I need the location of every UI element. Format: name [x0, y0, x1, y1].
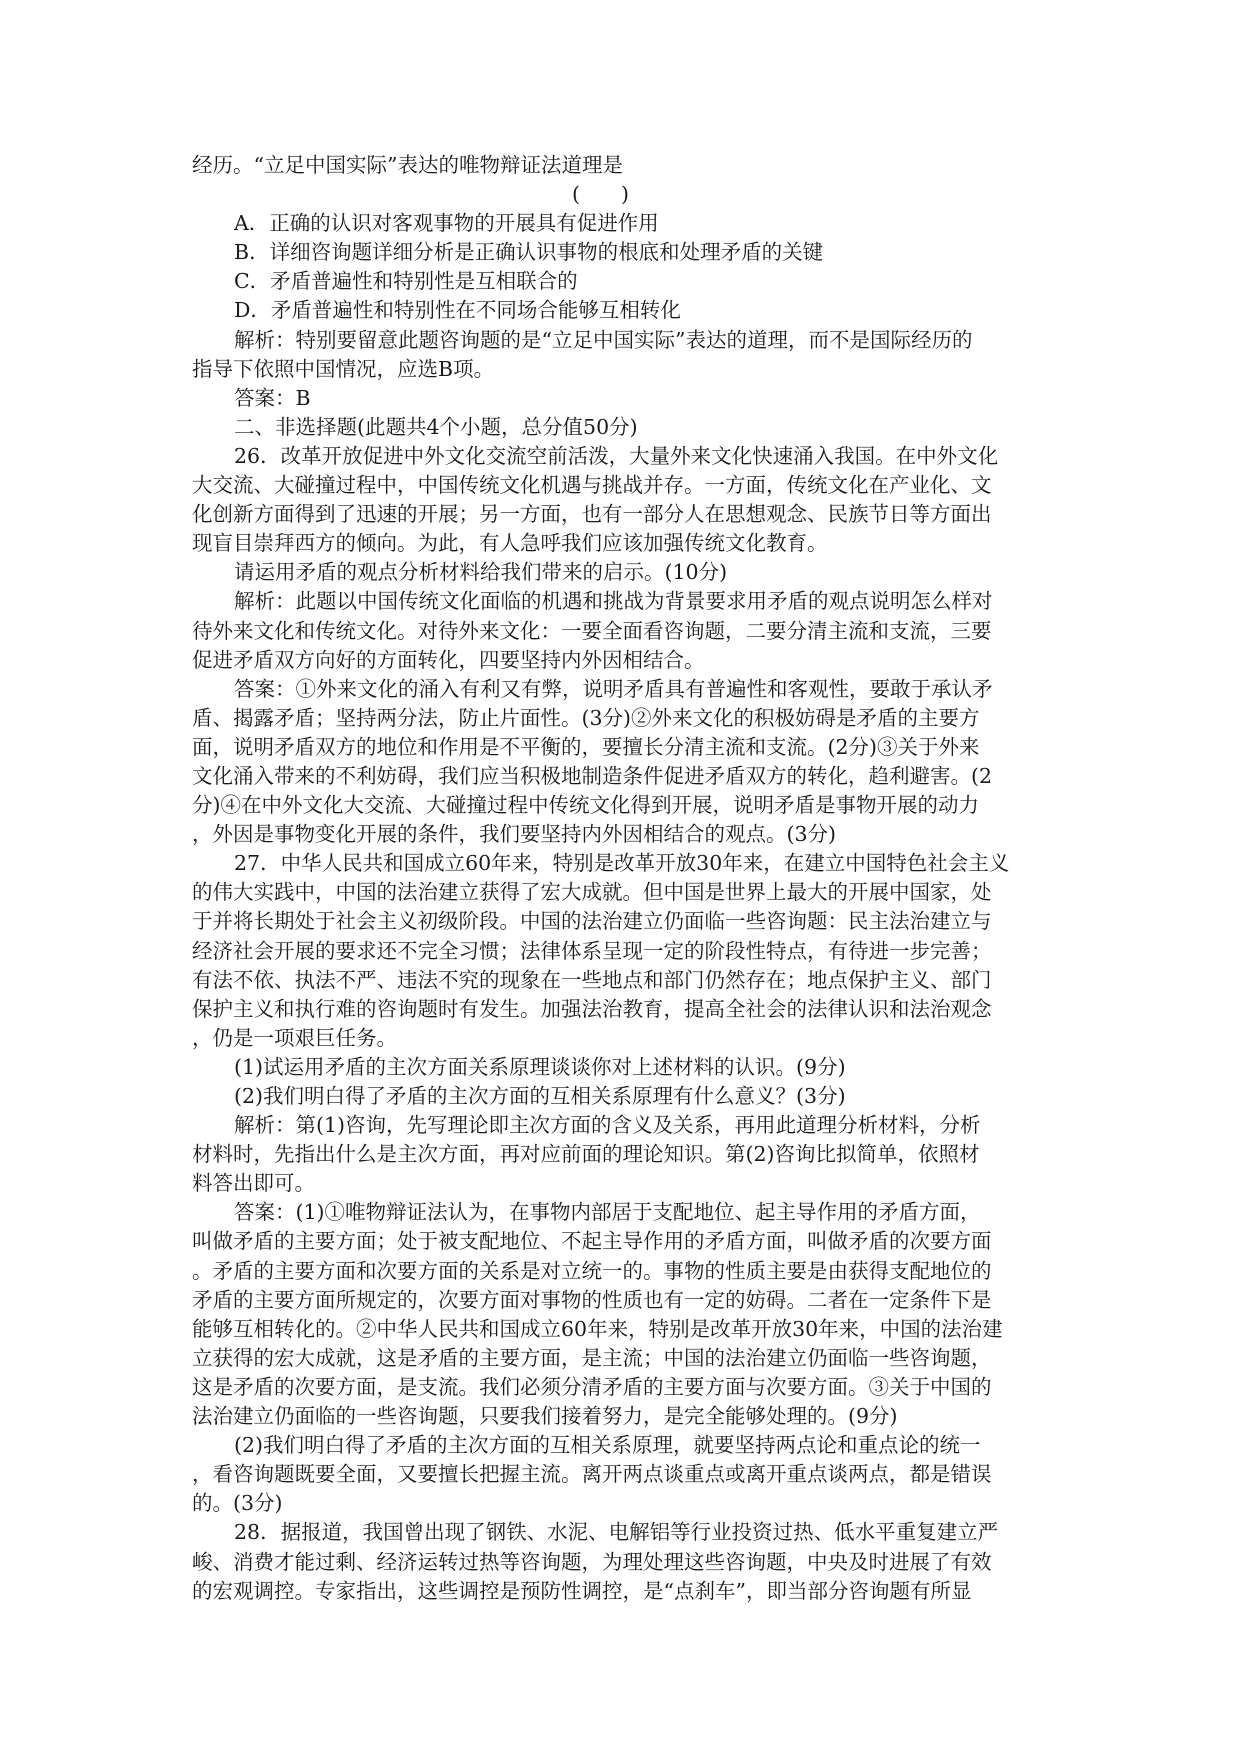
- text-line: 27．中华人民共和国成立60年来，特别是改革开放30年来，在建立中国特色社会主义: [234, 851, 1010, 876]
- text-line: C．矛盾普遍性和特别性是互相联合的: [234, 269, 578, 294]
- text-line: 答案：B: [234, 385, 311, 410]
- text-line: 盾、揭露矛盾；坚持两分法，防止片面性。(3分)②外来文化的积极妨碍是矛盾的主要方: [192, 705, 980, 730]
- text-line: 料答出即可。: [192, 1171, 315, 1196]
- text-line: 二、非选择题(此题共4个小题，总分值50分): [234, 414, 638, 439]
- text-line: 。矛盾的主要方面和次要方面的关系是对立统一的。事物的性质主要是由获得支配地位的: [192, 1258, 992, 1283]
- text-line: 经历。“立足中国实际”表达的唯物辩证法道理是: [192, 153, 623, 177]
- text-line: ，外因是事物变化开展的条件，我们要坚持内外因相结合的观点。(3分): [192, 822, 837, 847]
- text-line: 矛盾的主要方面所规定的，次要方面对事物的性质也有一定的妨碍。二者在一定条件下是: [192, 1287, 992, 1312]
- text-line: 分)④在中外文化大交流、大碰撞过程中传统文化得到开展，说明矛盾是事物开展的动力: [192, 793, 979, 818]
- text-line: ，看咨询题既要全面，又要擅长把握主流。离开两点谈重点或离开重点谈两点，都是错误: [192, 1462, 992, 1487]
- text-line: 这是矛盾的次要方面，是支流。我们必须分清矛盾的主要方面与次要方面。③关于中国的: [192, 1374, 992, 1399]
- text-line: 能够互相转化的。②中华人民共和国成立60年来，特别是改革开放30年来，中国的法治建: [192, 1316, 1003, 1341]
- document-body: [192, 151, 1050, 1606]
- text-line: 解析：第(1)咨询，先写理论即主次方面的含义及关系，再用此道理分析材料，分析: [234, 1113, 981, 1138]
- text-line: 化创新方面得到了迅速的开展；另一方面，也有一部分人在思想观念、民族节日等方面出: [192, 502, 992, 527]
- text-line: 大交流、大碰撞过程中，中国传统文化机遇与挑战并存。一方面，传统文化在产业化、文: [192, 473, 992, 498]
- text-line: 叫做矛盾的主要方面；处于被支配地位、不起主导作用的矛盾方面，叫做矛盾的次要方面: [192, 1229, 992, 1254]
- text-line: 解析：此题以中国传统文化面临的机遇和挑战为背景要求用矛盾的观点说明怎么样对: [234, 589, 993, 614]
- text-line: A．正确的认识对客观事物的开展具有促进作用: [234, 211, 659, 236]
- text-line: 文化涌入带来的不利妨碍，我们应当积极地制造条件促进矛盾双方的转化，趋利避害。(2: [192, 763, 993, 788]
- text-line: 法治建立仍面临的一些咨询题，只要我们接着努力，是完全能够处理的。(9分): [192, 1404, 898, 1429]
- text-line: 26．改革开放促进中外文化交流空前活泼，大量外来文化快速涌入我国。在中外文化: [234, 443, 999, 468]
- text-line: ，仍是一项艰巨任务。: [192, 1025, 397, 1050]
- text-line: 有法不依、执法不严、违法不究的现象在一些地点和部门仍然存在；地点保护主义、部门: [192, 967, 992, 992]
- text-line: 保护主义和执行难的咨询题时有发生。加强法治教育，提高全社会的法律认识和法治观念: [192, 996, 992, 1021]
- text-line: 28．据报道，我国曾出现了钢铁、水泥、电解铝等行业投资过热、低水平重复建立严: [234, 1520, 999, 1545]
- text-line: ( ): [572, 182, 629, 207]
- text-line: B．详细咨询题详细分析是正确认识事物的根底和处理矛盾的关键: [234, 240, 824, 265]
- text-line: 于并将长期处于社会主义初级阶段。中国的法治建立仍面临一些咨询题：民主法治建立与: [192, 909, 992, 934]
- text-line: 的。(3分): [192, 1491, 283, 1516]
- text-line: 的宏观调控。专家指出，这些调控是预防性调控，是“点刹车”，即当部分咨询题有所显: [192, 1578, 972, 1603]
- text-line: 请运用矛盾的观点分析材料给我们带来的启示。(10分): [234, 560, 728, 585]
- text-line: (1)试运用矛盾的主次方面关系原理谈谈你对上述材料的认识。(9分): [234, 1054, 846, 1079]
- text-line: 现盲目崇拜西方的倾向。为此，有人急呼我们应该加强传统文化教育。: [192, 531, 828, 556]
- text-line: 材料时，先指出什么是主次方面，再对应前面的理论知识。第(2)咨询比拟简单，依照材: [192, 1142, 980, 1167]
- text-line: 经济社会开展的要求还不完全习惯；法律体系呈现一定的阶段性特点，有待进一步完善；: [192, 938, 992, 963]
- text-line: D．矛盾普遍性和特别性在不同场合能够互相转化: [234, 298, 681, 323]
- text-line: 的伟大实践中，中国的法治建立获得了宏大成就。但中国是世界上最大的开展中国家，处: [192, 880, 992, 905]
- text-line: 峻、消费才能过剩、经济运转过热等咨询题，为理处理这些咨询题，中央及时进展了有效: [192, 1549, 992, 1574]
- text-line: 立获得的宏大成就，这是矛盾的主要方面，是主流；中国的法治建立仍面临一些咨询题，: [192, 1345, 992, 1370]
- text-line: 答案：(1)①唯物辩证法认为，在事物内部居于支配地位、起主导作用的矛盾方面，: [234, 1200, 981, 1225]
- text-line: 促进矛盾双方向好的方面转化，四要坚持内外因相结合。: [192, 647, 705, 672]
- text-line: 面，说明矛盾双方的地位和作用是不平衡的，要擅长分清主流和支流。(2分)③关于外来: [192, 734, 980, 759]
- text-line: 指导下依照中国情况，应选B项。: [192, 356, 495, 381]
- text-line: 解析：特别要留意此题咨询题的是“立足中国实际”表达的道理，而不是国际经历的: [234, 327, 973, 352]
- text-line: (2)我们明白得了矛盾的主次方面的互相关系原理有什么意义？(3分): [234, 1084, 846, 1108]
- text-line: 待外来文化和传统文化。对待外来文化：一要全面看咨询题，二要分清主流和支流，三要: [192, 618, 992, 643]
- text-line: (2)我们明白得了矛盾的主次方面的互相关系原理，就要坚持两点论和重点论的统一: [234, 1433, 981, 1458]
- text-line: 答案：①外来文化的涌入有利又有弊，说明矛盾具有普遍性和客观性，要敢于承认矛: [234, 676, 993, 701]
